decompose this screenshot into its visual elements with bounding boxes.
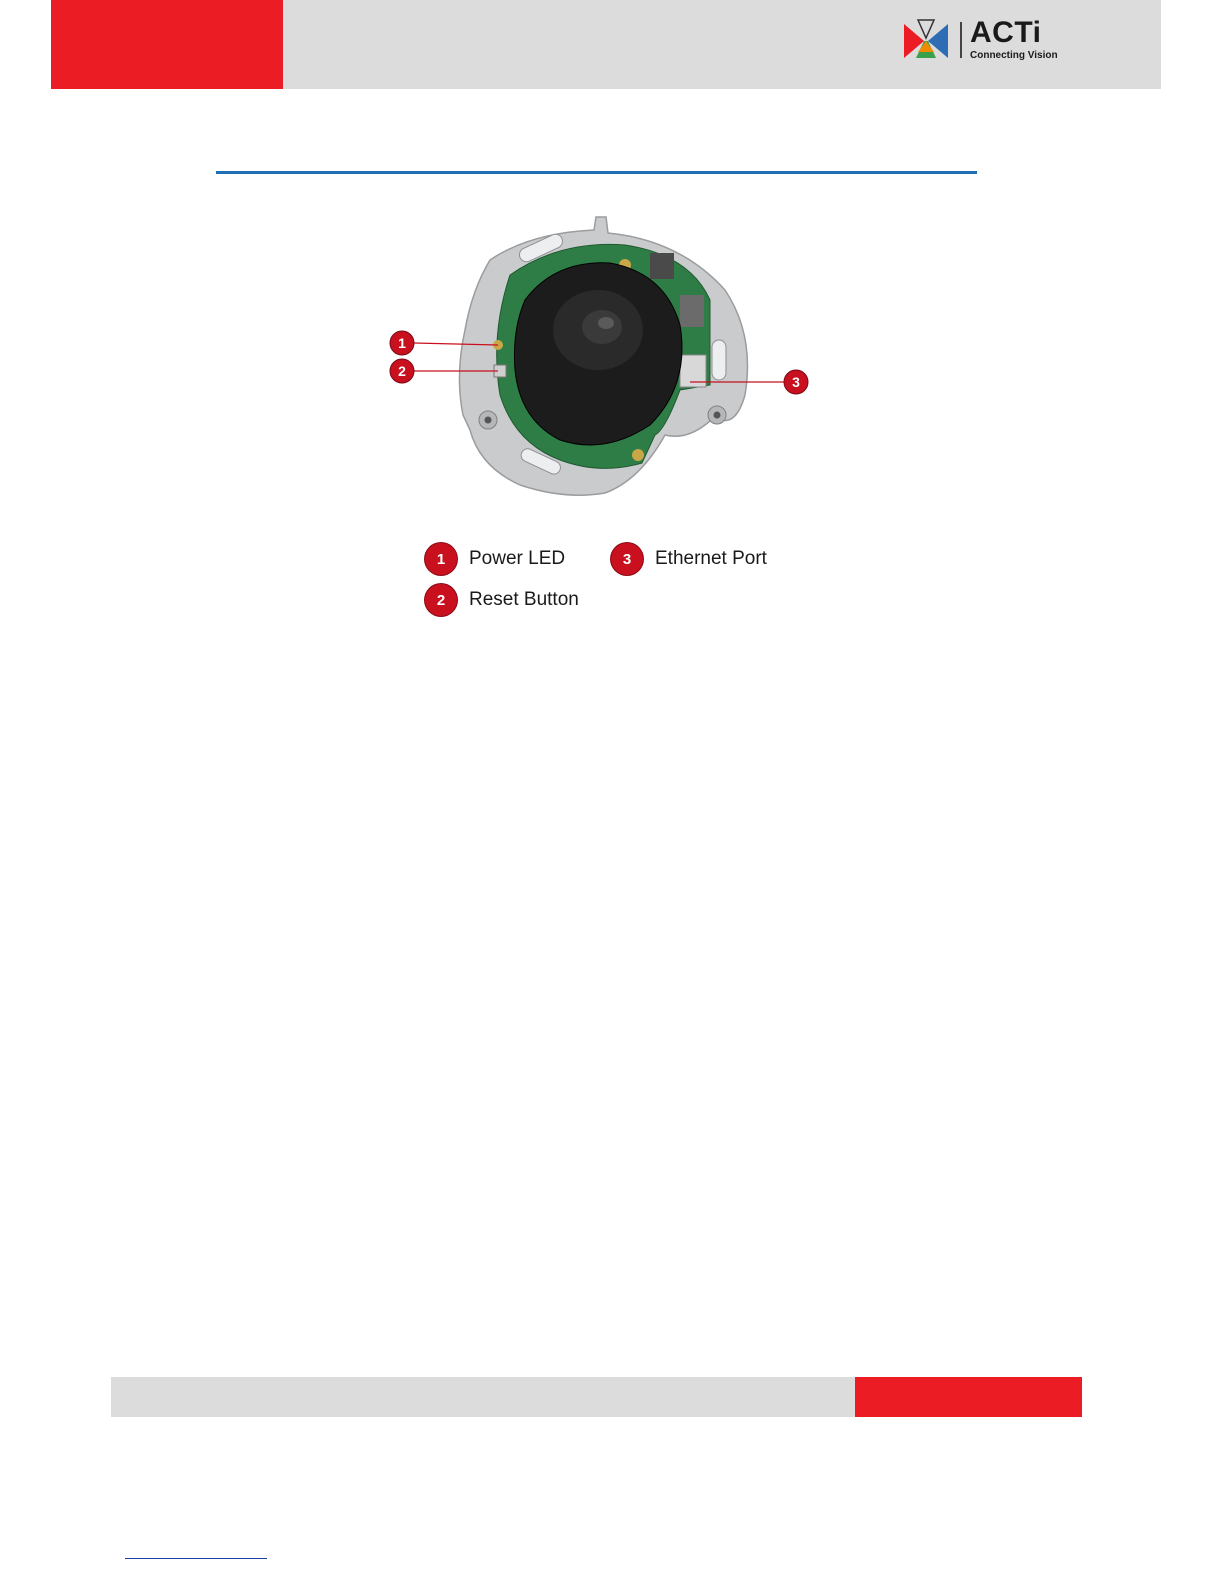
- legend-number-badge: 1: [425, 543, 457, 575]
- logo-tagline: Connecting Vision: [970, 50, 1058, 61]
- callout-1: [390, 331, 414, 355]
- logo-wordmark: ACTi: [970, 16, 1042, 49]
- legend-number-badge: 2: [425, 584, 457, 616]
- legend-label: Power LED: [469, 548, 566, 569]
- legend-item-ethernet-port: [611, 542, 767, 576]
- svg-text:3: 3: [792, 374, 800, 390]
- svg-text:2: 2: [398, 363, 406, 379]
- footer-accent-block: [855, 1377, 1082, 1417]
- camera-internal-figure: [380, 205, 820, 505]
- legend-item-reset-button: [425, 583, 579, 617]
- legend-item-power-led: [425, 542, 565, 576]
- legend-label: Ethernet Port: [655, 548, 767, 569]
- header-accent-block: [51, 0, 283, 89]
- callout-3: [784, 370, 808, 394]
- legend-number-badge: 3: [611, 543, 643, 575]
- footnote-rule: [125, 1558, 267, 1559]
- figure-legend: [425, 540, 825, 620]
- legend-label: Reset Button: [469, 589, 579, 610]
- svg-text:1: 1: [398, 335, 406, 351]
- callout-2: [390, 359, 414, 383]
- section-divider: [216, 171, 977, 174]
- logo-separator: [960, 22, 962, 58]
